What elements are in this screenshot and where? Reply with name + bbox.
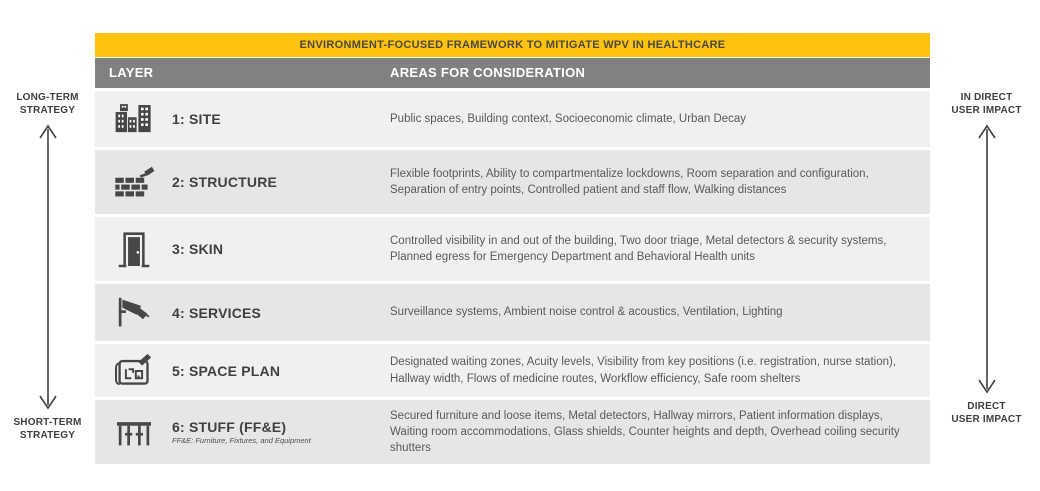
layer-label: 4: SERVICES [172, 304, 262, 321]
table-rows [95, 91, 930, 464]
left-axis [0, 92, 95, 442]
layer-label-cell [172, 363, 390, 379]
table-row-structure [95, 150, 930, 214]
door-icon [95, 229, 172, 269]
areas-text: Controlled visibility in and out of the building, Two door triage, Metal detectors & security systems, Planned egress for Emergency Department and Behavioral Health units [390, 234, 887, 263]
furniture-icon [95, 415, 172, 449]
layer-column-header: LAYER [109, 65, 154, 80]
layer-label-cell [172, 174, 390, 190]
security-camera-icon [95, 296, 172, 330]
table-row-services [95, 284, 930, 341]
buildings-icon [95, 101, 172, 137]
areas-text: Surveillance systems, Ambient noise control & acoustics, Ventilation, Lighting [390, 306, 783, 319]
layer-sublabel: FF&E: Furniture, Fixtures, and Equipment [172, 436, 311, 446]
layer-label-cell [172, 111, 390, 127]
figure-title: ENVIRONMENT-FOCUSED FRAMEWORK TO MITIGATE WPV IN HEALTHCARE [95, 33, 930, 57]
indirect-line2: USER IMPACT [951, 104, 1022, 116]
short-term-line1: SHORT-TERM [13, 417, 82, 428]
long-term-line2: STRATEGY [19, 104, 76, 116]
double-arrow-icon [34, 123, 62, 411]
long-term-strategy-label [0, 92, 95, 117]
areas-column-header: AREAS FOR CONSIDERATION [390, 65, 586, 80]
direct-line2: USER IMPACT [951, 413, 1022, 425]
layer-label-cell [172, 305, 390, 321]
direct-line1: DIRECT [967, 401, 1006, 412]
column-header [95, 58, 930, 88]
areas-text: Public spaces, Building context, Socioeconomic climate, Urban Decay [390, 112, 747, 125]
layer-label: 1: SITE [172, 111, 221, 127]
brick-wall-icon [95, 165, 172, 199]
blueprint-icon [95, 353, 172, 389]
long-term-line1: LONG-TERM [16, 92, 79, 103]
short-term-strategy-label [0, 417, 95, 442]
right-axis [933, 92, 1040, 426]
direct-user-impact-label [933, 401, 1040, 426]
table-row-site [95, 91, 930, 147]
areas-text: Secured furniture and loose items, Metal detectors, Hallway mirrors, Patient information displays, Waiting room accommodations, Glass shields, Counter heights and depth, Overhead coiling security shutters [390, 410, 900, 455]
layer-label-cell [172, 241, 390, 257]
layer-label-cell [172, 419, 390, 445]
layer-label: 5: SPACE PLAN [172, 362, 281, 379]
indirect-line1: IN DIRECT [960, 92, 1013, 103]
areas-text: Designated waiting zones, Acuity levels, Visibility from key positions (i.e. registration, nurse station), Hallway width, Flows of medicine routes, Workflow efficiency, Safe room shelters [390, 356, 897, 385]
double-arrow-icon [973, 123, 1001, 395]
areas-text: Flexible footprints, Ability to compartmentalize lockdowns, Room separation and configuration, Separation of entry points, Controlled patient and staff flow, Walking distances [390, 167, 869, 196]
table-row-space-plan [95, 344, 930, 397]
layer-label: 3: SKIN [172, 241, 224, 257]
layer-label: 2: STRUCTURE [172, 174, 278, 190]
short-term-line2: STRATEGY [19, 429, 76, 441]
table-row-stuff [95, 400, 930, 464]
layer-label: 6: STUFF (FF&E) [172, 419, 287, 436]
indirect-user-impact-label [933, 92, 1040, 117]
table-row-skin [95, 217, 930, 281]
framework-table [95, 33, 930, 467]
